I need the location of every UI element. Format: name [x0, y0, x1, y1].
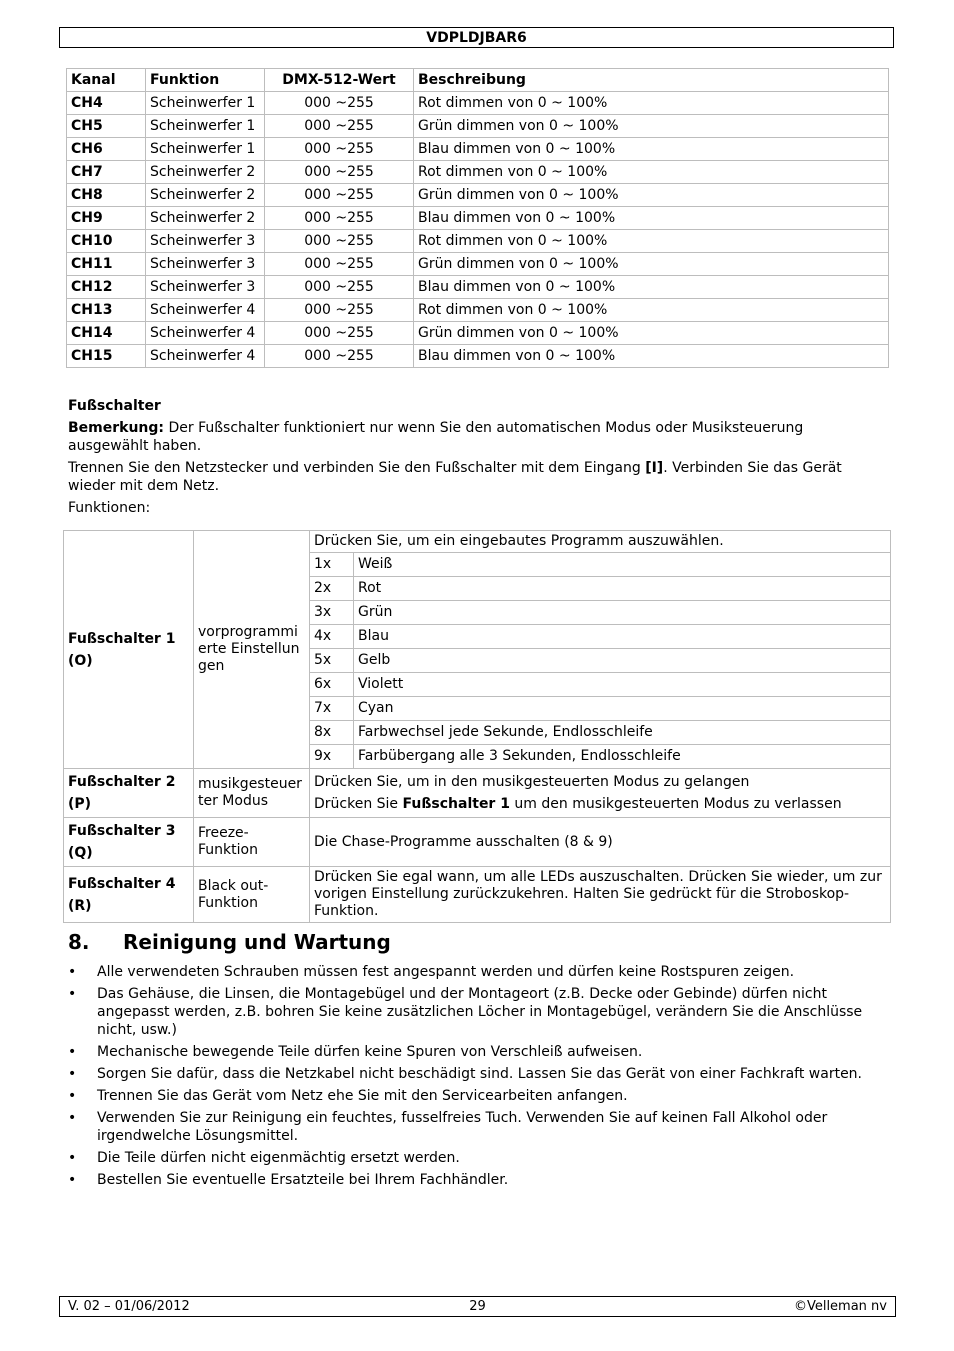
cell-funktion: Scheinwerfer 4: [146, 345, 265, 368]
cell-kanal: CH10: [67, 230, 146, 253]
press-result: Farbübergang alle 3 Sekunden, Endlosschleife: [354, 745, 891, 769]
cell-beschreibung: Grün dimmen von 0 ~ 100%: [414, 322, 889, 345]
table-row: [67, 253, 889, 276]
fs3-key: (Q): [68, 845, 93, 861]
cell-funktion: Scheinwerfer 4: [146, 322, 265, 345]
cell-beschreibung: Grün dimmen von 0 ~ 100%: [414, 115, 889, 138]
list-item: • Trennen Sie das Gerät vom Netz ehe Sie mit den Servicearbeiten anfangen.: [68, 1087, 888, 1105]
footer-copyright: ©Velleman nv: [793, 1299, 887, 1314]
press-count: 9x: [310, 745, 354, 769]
table-row: [67, 115, 889, 138]
cell-funktion: Scheinwerfer 3: [146, 253, 265, 276]
col-header-dmx-wert: DMX-512-Wert: [265, 69, 414, 92]
list-item: • Das Gehäuse, die Linsen, die Montagebügel und der Montageort (z.B. Decke oder Gebinde) dürfen nicht angepasst werden, z.B. bohren Sie keine zusätzlichen Löcher in Montagebügel, verändern Sie die Anschlüsse nicht, usw.): [68, 985, 888, 1039]
fs4-name-cell: [64, 867, 194, 923]
fs4-mode-cell: Black out-Funktion: [194, 867, 310, 923]
cell-kanal: CH9: [67, 207, 146, 230]
cell-funktion: Scheinwerfer 2: [146, 161, 265, 184]
table-row: [67, 299, 889, 322]
cell-beschreibung: Rot dimmen von 0 ~ 100%: [414, 230, 889, 253]
maintenance-list: [68, 963, 888, 1193]
cell-beschreibung: Blau dimmen von 0 ~ 100%: [414, 345, 889, 368]
cell-beschreibung: Grün dimmen von 0 ~ 100%: [414, 184, 889, 207]
fs2-line2: [314, 793, 886, 815]
page-footer: [59, 1296, 896, 1317]
cell-dmx-wert: 000 ~255: [265, 345, 414, 368]
list-item: • Verwenden Sie zur Reinigung ein feuchtes, fusselfreies Tuch. Verwenden Sie auf keinen Fall Alkohol oder irgendwelche Lösungsmittel.: [68, 1109, 888, 1145]
press-result: Cyan: [354, 697, 891, 721]
cell-beschreibung: Grün dimmen von 0 ~ 100%: [414, 253, 889, 276]
press-result: Grün: [354, 601, 891, 625]
col-header-kanal: Kanal: [67, 69, 146, 92]
cell-funktion: Scheinwerfer 2: [146, 207, 265, 230]
cell-beschreibung: Blau dimmen von 0 ~ 100%: [414, 207, 889, 230]
list-item: • Die Teile dürfen nicht eigenmächtig ersetzt werden.: [68, 1149, 888, 1167]
cell-dmx-wert: 000 ~255: [265, 161, 414, 184]
press-count: 4x: [310, 625, 354, 649]
cell-dmx-wert: 000 ~255: [265, 92, 414, 115]
col-header-funktion: Funktion: [146, 69, 265, 92]
section-title: Reinigung und Wartung: [123, 930, 391, 954]
table-header-row: [67, 69, 889, 92]
cell-dmx-wert: 000 ~255: [265, 138, 414, 161]
fs3-desc-cell: Die Chase-Programme ausschalten (8 & 9): [310, 818, 891, 867]
cell-dmx-wert: 000 ~255: [265, 322, 414, 345]
footswitch-note: [68, 419, 888, 455]
section-number: 8.: [68, 930, 90, 954]
press-result: Weiß: [354, 553, 891, 577]
table-row: [67, 322, 889, 345]
cell-funktion: Scheinwerfer 2: [146, 184, 265, 207]
cell-dmx-wert: 000 ~255: [265, 299, 414, 322]
press-count: 5x: [310, 649, 354, 673]
fs3-row: [64, 818, 891, 867]
fs2-desc-cell: [310, 769, 891, 818]
press-result: Rot: [354, 577, 891, 601]
cell-dmx-wert: 000 ~255: [265, 207, 414, 230]
cell-beschreibung: Rot dimmen von 0 ~ 100%: [414, 299, 889, 322]
press-result: Violett: [354, 673, 891, 697]
fs1-name: Fußschalter 1: [68, 630, 176, 647]
table-row: [67, 92, 889, 115]
fs2-line2-a: Drücken Sie: [314, 796, 403, 812]
fs2-name-cell: [64, 769, 194, 818]
fs3-mode-cell: Freeze-Funktion: [194, 818, 310, 867]
table-row: [67, 138, 889, 161]
cell-funktion: Scheinwerfer 1: [146, 138, 265, 161]
fs1-key: (O): [68, 652, 93, 669]
note-text: Der Fußschalter funktioniert nur wenn Sie den automatischen Modus oder Musiksteuerung ausgewählt haben.: [68, 420, 804, 454]
cell-funktion: Scheinwerfer 3: [146, 276, 265, 299]
functions-label: Funktionen:: [68, 500, 151, 516]
cell-dmx-wert: 000 ~255: [265, 253, 414, 276]
list-item: • Alle verwendeten Schrauben müssen fest angespannt werden und dürfen keine Rostspuren zeigen.: [68, 963, 888, 981]
fs2-line2-bold: Fußschalter 1: [402, 796, 510, 812]
cell-kanal: CH4: [67, 92, 146, 115]
list-item: • Bestellen Sie eventuelle Ersatzteile bei Ihrem Fachhändler.: [68, 1171, 888, 1189]
cell-funktion: Scheinwerfer 3: [146, 230, 265, 253]
cell-beschreibung: Blau dimmen von 0 ~ 100%: [414, 276, 889, 299]
fs2-line2-b: um den musikgesteuerten Modus zu verlassen: [509, 796, 842, 812]
press-count: 6x: [310, 673, 354, 697]
cell-funktion: Scheinwerfer 1: [146, 92, 265, 115]
cell-kanal: CH13: [67, 299, 146, 322]
cell-dmx-wert: 000 ~255: [265, 230, 414, 253]
cell-kanal: CH14: [67, 322, 146, 345]
fs1-intro: Drücken Sie, um ein eingebautes Programm auszuwählen.: [310, 531, 891, 553]
fs1-name-cell: [64, 531, 194, 769]
press-result: Farbwechsel jede Sekunde, Endlosschleife: [354, 721, 891, 745]
fs4-row: [64, 867, 891, 923]
table-row: [67, 161, 889, 184]
cell-funktion: Scheinwerfer 1: [146, 115, 265, 138]
press-result: Blau: [354, 625, 891, 649]
cell-dmx-wert: 000 ~255: [265, 276, 414, 299]
cell-beschreibung: Rot dimmen von 0 ~ 100%: [414, 161, 889, 184]
note-label: Bemerkung:: [68, 420, 165, 436]
press-result: Gelb: [354, 649, 891, 673]
footer-version: V. 02 – 01/06/2012: [68, 1299, 190, 1314]
cell-beschreibung: Rot dimmen von 0 ~ 100%: [414, 92, 889, 115]
cell-kanal: CH8: [67, 184, 146, 207]
fs2-name: Fußschalter 2: [68, 774, 176, 790]
footswitch-heading: Fußschalter: [68, 398, 161, 414]
press-count: 8x: [310, 721, 354, 745]
table-row: [67, 184, 889, 207]
press-count: 3x: [310, 601, 354, 625]
fs4-desc-cell: Drücken Sie egal wann, um alle LEDs auszuschalten. Drücken Sie wieder, um zur vorigen Einstellung zurückzukehren. Halten Sie gedrückt für die Stroboskop-Funktion.: [310, 867, 891, 923]
fs2-line1: Drücken Sie, um in den musikgesteuerten Modus zu gelangen: [314, 774, 750, 790]
list-item: • Mechanische bewegende Teile dürfen keine Spuren von Verschleiß aufweisen.: [68, 1043, 888, 1061]
connect-text-part1: Trennen Sie den Netzstecker und verbinden Sie den Fußschalter mit dem Eingang: [68, 460, 646, 476]
fs2-row: [64, 769, 891, 818]
footswitch-connect-text: [68, 459, 888, 495]
fs1-mode-cell: vorprogrammierte Einstellungen: [194, 531, 310, 769]
cell-kanal: CH5: [67, 115, 146, 138]
cell-kanal: CH7: [67, 161, 146, 184]
cell-beschreibung: Blau dimmen von 0 ~ 100%: [414, 138, 889, 161]
cell-kanal: CH15: [67, 345, 146, 368]
page-header: VDPLDJBAR6: [59, 27, 894, 48]
connect-text-part2: . Verbinden Sie das Gerät wieder mit dem Netz.: [68, 460, 842, 494]
fs2-mode-cell: musikgesteuerter Modus: [194, 769, 310, 818]
table-row: [67, 276, 889, 299]
table-row: [67, 345, 889, 368]
press-count: 2x: [310, 577, 354, 601]
cell-dmx-wert: 000 ~255: [265, 115, 414, 138]
fs4-name: Fußschalter 4: [68, 875, 176, 892]
dmx-channel-table: [66, 68, 889, 368]
cell-funktion: Scheinwerfer 4: [146, 299, 265, 322]
cell-dmx-wert: 000 ~255: [265, 184, 414, 207]
footer-page-number: 29: [469, 1299, 486, 1314]
section-8-heading: [68, 930, 391, 954]
fs2-key: (P): [68, 796, 92, 812]
footswitch-table: [63, 530, 891, 923]
cell-kanal: CH11: [67, 253, 146, 276]
fs1-intro-row: [64, 531, 891, 553]
col-header-beschreibung: Beschreibung: [414, 69, 889, 92]
fs4-key: (R): [68, 897, 92, 914]
table-row: [67, 230, 889, 253]
press-count: 1x: [310, 553, 354, 577]
cell-kanal: CH12: [67, 276, 146, 299]
table-row: [67, 207, 889, 230]
cell-kanal: CH6: [67, 138, 146, 161]
list-item: • Sorgen Sie dafür, dass die Netzkabel nicht beschädigt sind. Lassen Sie das Gerät von einer Fachkraft warten.: [68, 1065, 888, 1083]
press-count: 7x: [310, 697, 354, 721]
connect-input-label: [I]: [645, 460, 664, 476]
fs3-name: Fußschalter 3: [68, 823, 176, 839]
fs3-name-cell: [64, 818, 194, 867]
